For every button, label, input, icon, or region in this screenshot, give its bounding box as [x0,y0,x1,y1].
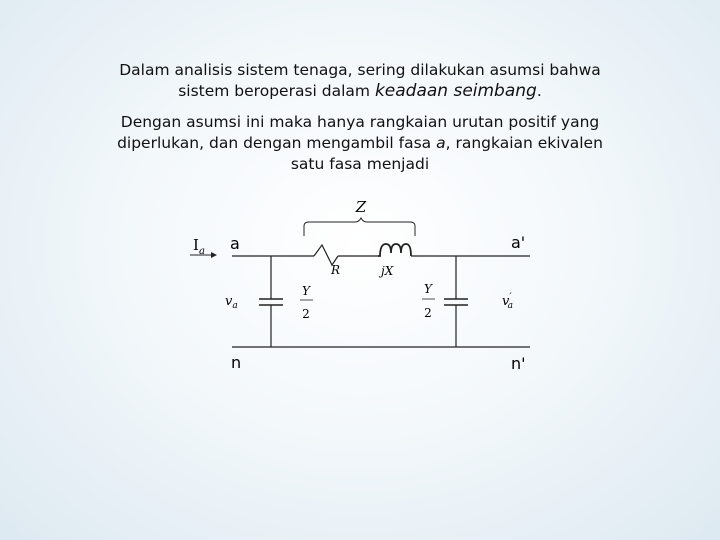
resistor-symbol [314,245,338,265]
node-a-prime-label: a' [511,233,526,252]
voltage-right-symbol: v [502,294,510,309]
shunt-right-denominator: 2 [424,306,432,320]
shunt-left-numerator: Y [302,284,310,298]
balanced-state-term: keadaan seimbang [374,81,537,101]
current-label [193,236,205,257]
impedance-label: Z [355,198,367,216]
shunt-right-numerator: Y [424,282,432,296]
intro-line-1: Dalam analisis sistem tenaga, sering dilakukan asumsi bahwa [119,61,601,79]
inductor-symbol [378,244,411,256]
node-n-prime-label: n' [511,354,526,373]
voltage-right-prime: ′ [509,292,512,303]
assumption-line-2-prefix: diperlukan, dan dengan mengambil fasa [117,134,432,152]
voltage-right-label [502,292,513,311]
intro-line-2-suffix: . [536,82,542,100]
voltage-left-label [225,294,238,311]
current-symbol: I [193,236,199,254]
resistor-label: R [331,263,341,277]
assumption-line-3: satu fasa menjadi [290,155,430,173]
phase-a-term: a [436,134,446,152]
voltage-left-symbol: v [225,294,233,309]
node-a-label: a [230,234,240,253]
voltage-right-subscript: a [507,301,514,311]
shunt-left-denominator: 2 [302,307,310,321]
reactance-label: jX [381,264,394,278]
current-arrow-head [211,252,217,258]
assumption-line-1: Dengan asumsi ini maka hanya rangkaian urutan positif yang [120,113,600,131]
intro-line-2-prefix: sistem beroperasi dalam [178,82,370,100]
impedance-brace [304,218,415,236]
voltage-left-subscript: a [232,301,238,311]
node-n-label: n [231,353,242,372]
current-subscript: a [198,246,205,257]
assumption-line-2-suffix: , rangkaian ekivalen [445,134,603,152]
